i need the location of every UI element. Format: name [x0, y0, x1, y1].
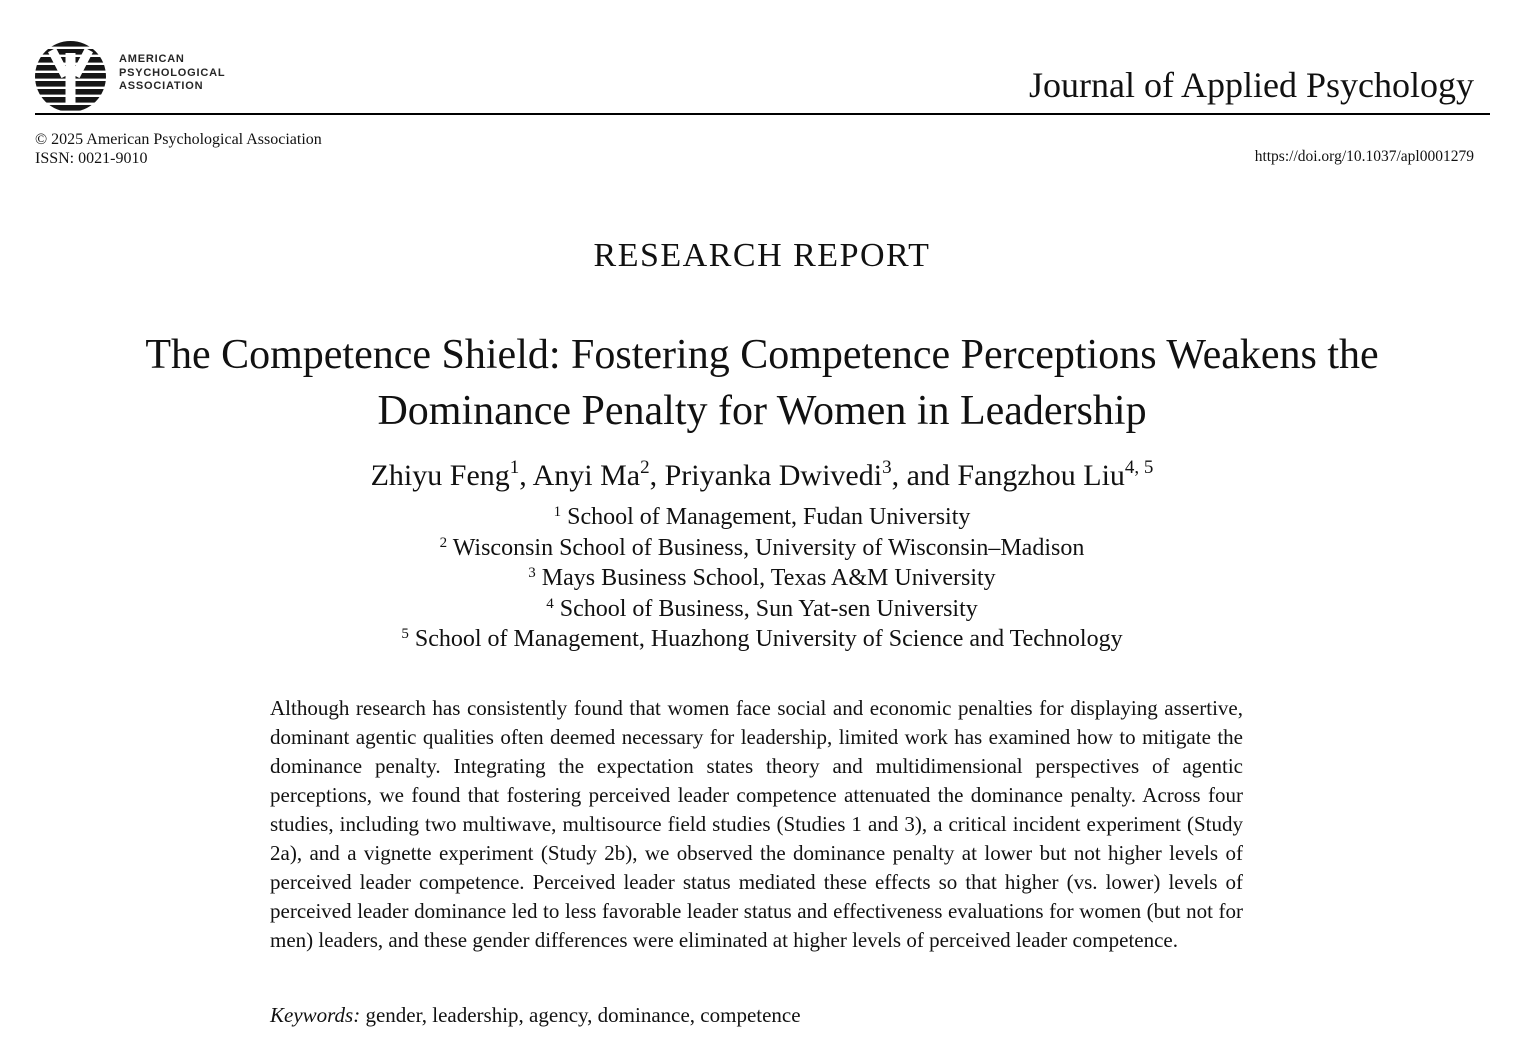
author-line: Zhiyu Feng$^1$, Anyi Ma$^2$, Priyanka Dwivedi$^3$, and Fangzhou Liu$^{4, 5}$ — [370, 457, 1154, 492]
author-name: Zhiyu Feng — [370, 459, 510, 492]
affiliation-superscript: 5 — [401, 626, 409, 642]
apa-wordmark-line2: PSYCHOLOGICAL — [119, 66, 226, 79]
apa-wordmark — [119, 41, 225, 112]
affiliations — [0, 502, 1524, 655]
article-title-line1: The Competence Shield: Fostering Competence Perceptions Weakens the — [145, 332, 1379, 378]
apa-brand — [35, 41, 225, 112]
doi-link[interactable]: https://doi.org/10.1037/apl0001279 — [1254, 148, 1474, 165]
abstract: Although research has consistently found that women face social and economic penalties for displaying assertive, dominant agentic qualities often deemed necessary for leadership, limited work has examined how to mitigate the dominance penalty. Integrating the expectation states theory and multidimensional perspectives of agentic perceptions, we found that fostering perceived leader competence attenuated the dominance penalty. Across four studies, including two multiwave, multisource field studies (Studies 1 and 3), a critical incident experiment (Study 2a), and a vignette experiment (Study 2b), we observed the dominance penalty at lower but not higher levels of perceived leader competence. Perceived leader status mediated these effects so that higher (vs. lower) levels of perceived leader dominance led to less favorable leader status and effectiveness evaluations for women (but not for men) leaders, and these gender differences were eliminated at higher levels of perceived leader competence. — [270, 696, 1243, 952]
journal-title: Journal of Applied Psychology — [1029, 65, 1474, 105]
affiliation-line: $^5$ School of Management, Huazhong University of Science and Technology — [401, 626, 1123, 652]
author-name: Fangzhou Liu — [957, 459, 1125, 492]
header-divider — [35, 113, 1490, 115]
affiliation-superscript: 4 — [546, 595, 554, 612]
article-title — [30, 327, 1494, 439]
issn-line: ISSN: 0021-9010 — [35, 149, 148, 167]
author-name: Anyi Ma — [532, 459, 641, 492]
author-affiliation-superscript: 2 — [640, 457, 650, 478]
keywords-label: Keywords: — [270, 1003, 361, 1027]
keywords-text: gender, leadership, agency, dominance, competence — [365, 1003, 801, 1027]
section-label: RESEARCH REPORT — [593, 237, 931, 274]
keywords-line — [270, 1003, 801, 1028]
apa-psi-circle-icon — [35, 41, 106, 112]
affiliation-line: $^4$ School of Business, Sun Yat-sen University — [546, 595, 978, 622]
affiliation-superscript: 1 — [553, 504, 562, 520]
apa-wordmark-line3: ASSOCIATION — [119, 80, 204, 92]
copyright-block — [35, 131, 322, 168]
article-title-line2: Dominance Penalty for Women in Leadership — [377, 388, 1147, 434]
affiliation-line: $^3$ Mays Business School, Texas A&M University — [528, 565, 996, 591]
affiliation-superscript: 3 — [528, 565, 536, 581]
author-affiliation-superscript: 4, 5 — [1124, 457, 1154, 478]
author-affiliation-superscript: 1 — [509, 457, 520, 478]
author-affiliation-superscript: 3 — [882, 457, 892, 478]
author-name: Priyanka Dwivedi — [664, 459, 883, 492]
apa-wordmark-line1: AMERICAN — [119, 53, 185, 65]
affiliation-superscript: 2 — [439, 534, 448, 551]
affiliation-line: $^2$ Wisconsin School of Business, University of Wisconsin–Madison — [439, 534, 1085, 561]
copyright-line: © 2025 American Psychological Association — [35, 131, 322, 148]
affiliation-line: $^1$ School of Management, Fudan University — [553, 504, 971, 530]
